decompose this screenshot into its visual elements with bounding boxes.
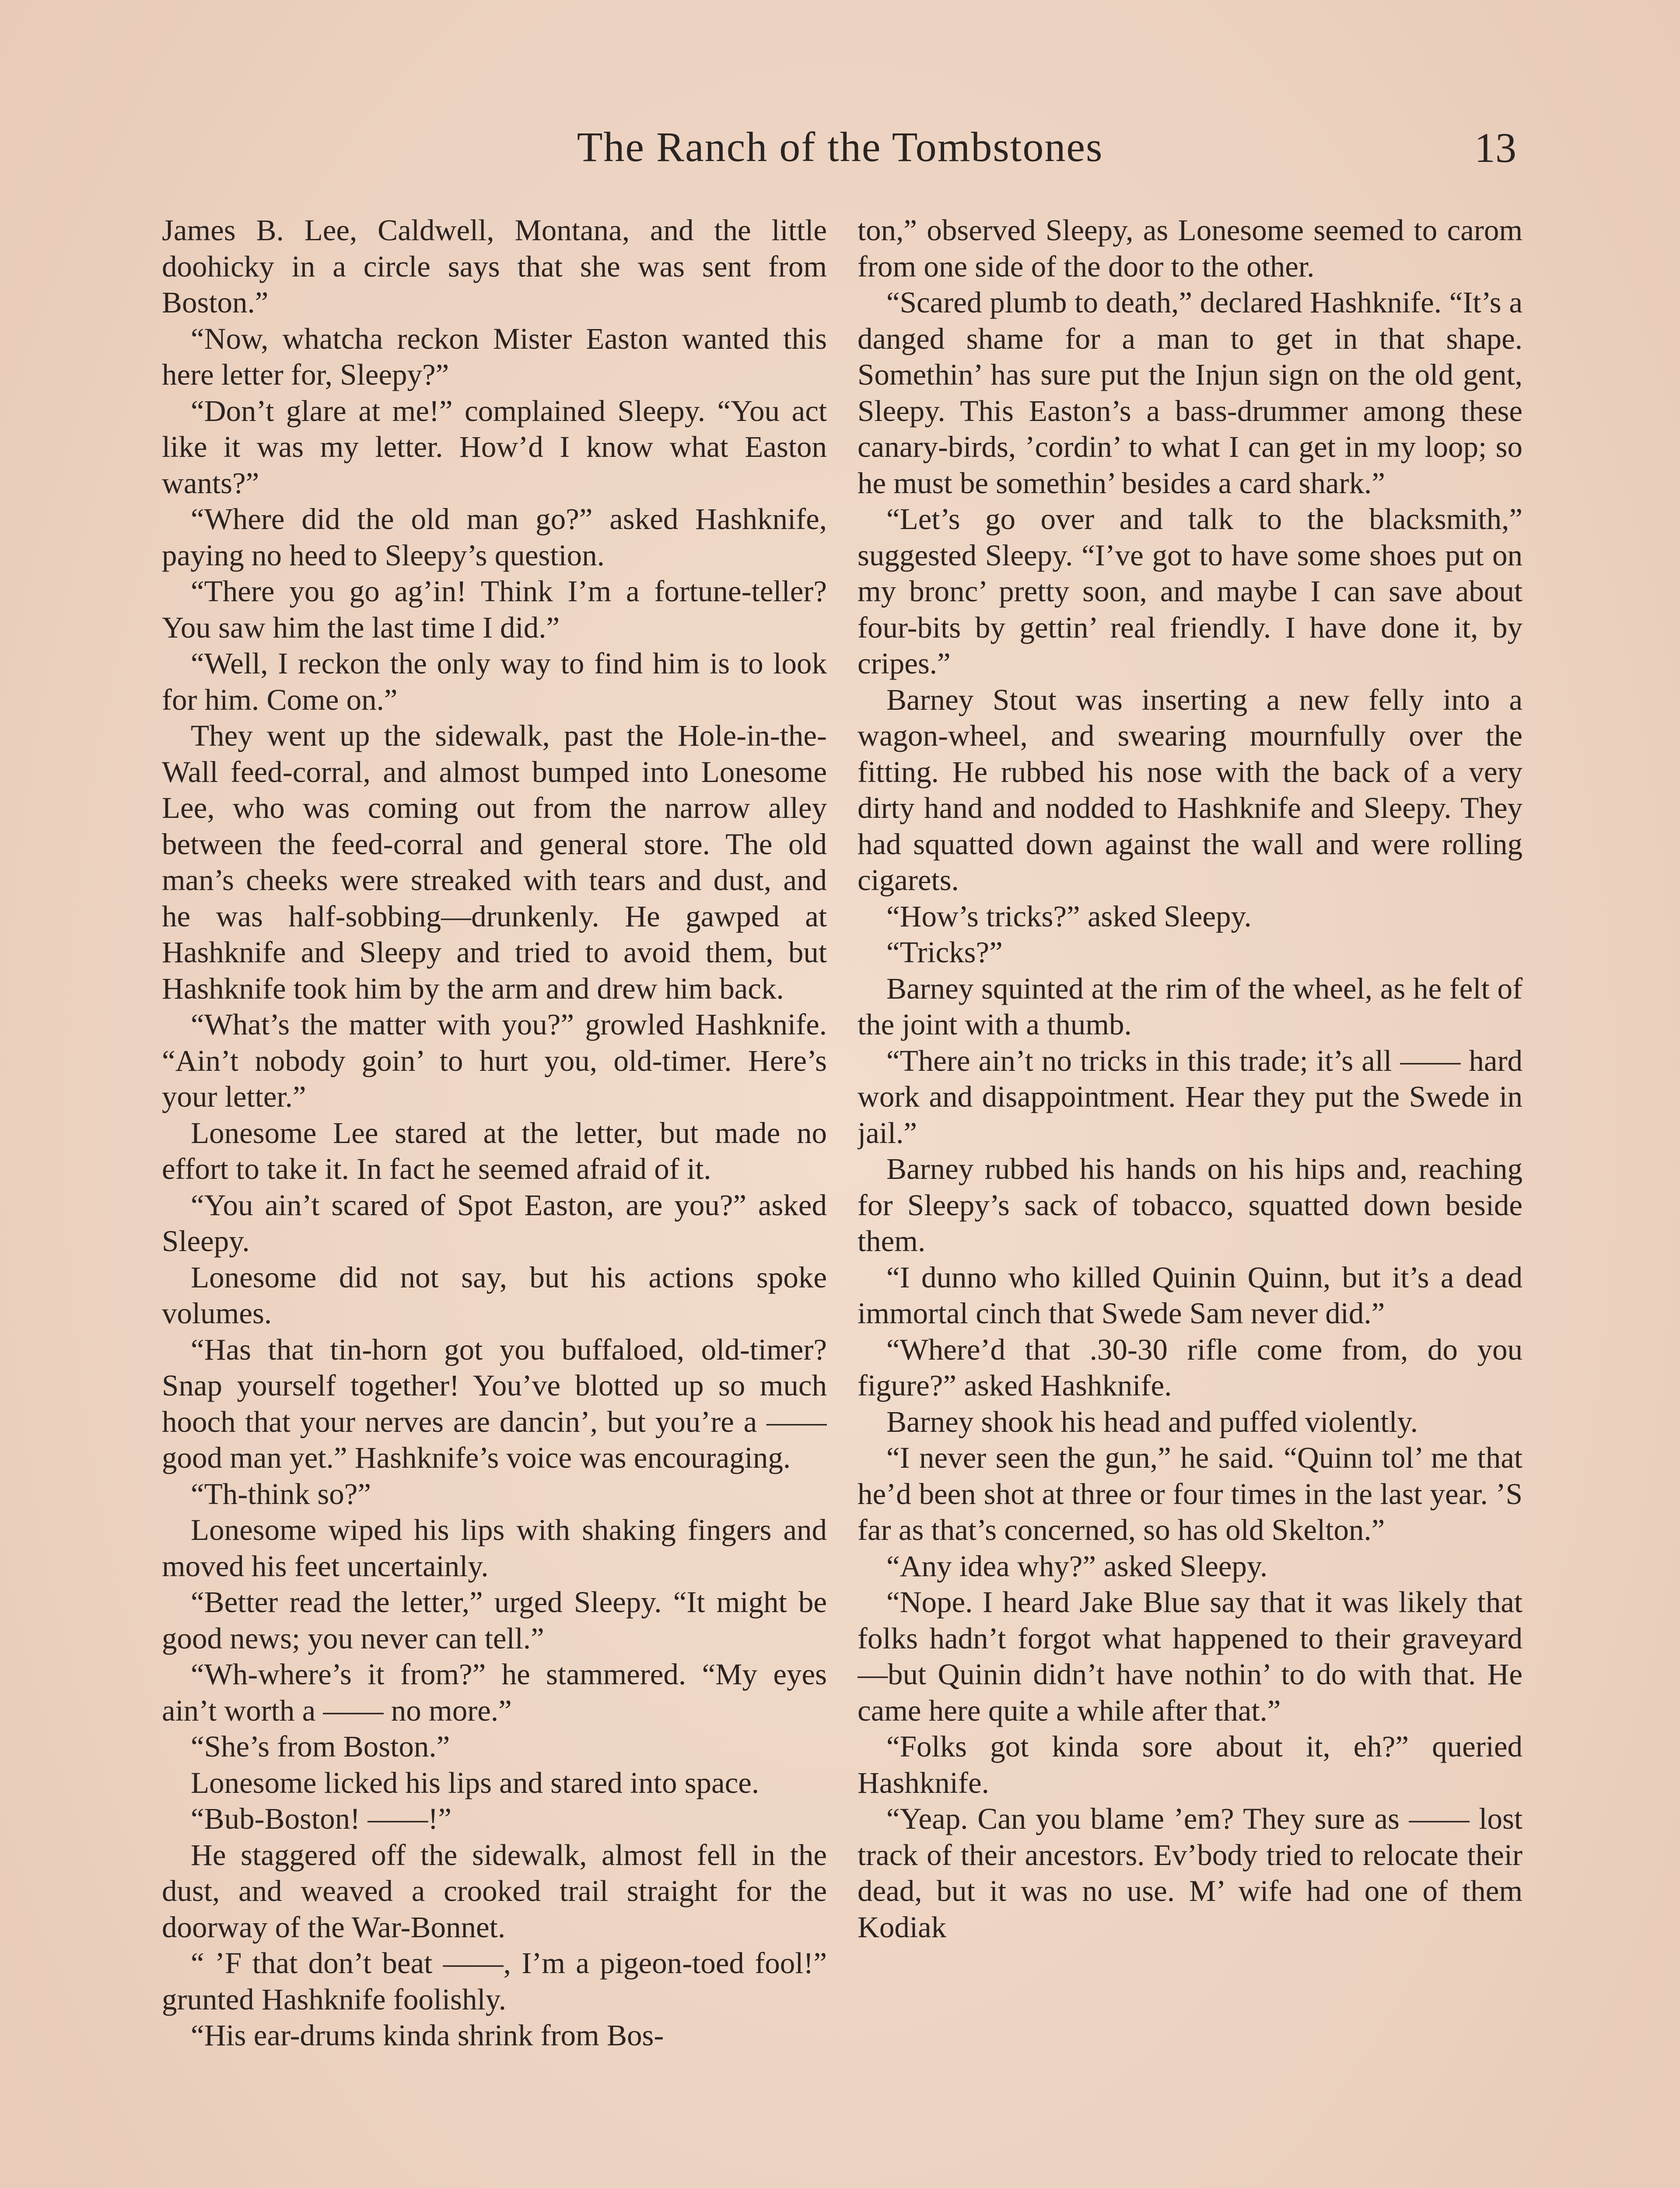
paragraph: Barney squinted at the rim of the wheel, as he felt of the joint with a thumb. (858, 971, 1522, 1041)
paragraph: “Nope. I heard Jake Blue say that it was likely that folks hadn’t forgot what happened to their graveyard—but Quinin didn’t have nothin’ to do with that. He came here quite a while after that.” (858, 1585, 1522, 1727)
page-number: 13 (1474, 124, 1516, 171)
paragraph: He staggered off the sidewalk, almost fell in the dust, and weaved a crooked trail straight for the doorway of the War-Bonnet. (162, 1838, 827, 1944)
paragraph: “There you go ag’in! Think I’m a fortune-teller? You saw him the last time I did.” (162, 575, 827, 644)
paragraph: “There ain’t no tricks in this trade; it’s all —— hard work and disappointment. Hear they put the Swede in jail.” (858, 1044, 1522, 1150)
paragraph: “I dunno who killed Quinin Quinn, but it’s a dead immortal cinch that Swede Sam never did.” (858, 1260, 1522, 1330)
paragraph: “Now, whatcha reckon Mister Easton wanted this here letter for, Sleepy?” (162, 322, 827, 391)
paragraph: Barney rubbed his hands on his hips and, reaching for Sleepy’s sack of tobacco, squatted down beside them. (858, 1152, 1522, 1258)
paragraph: “Wh-where’s it from?” he stammered. “My eyes ain’t worth a —— no more.” (162, 1658, 827, 1727)
paragraph: They went up the sidewalk, past the Hole-in-the-Wall feed-corral, and almost bumped into Lonesome Lee, who was coming out from the narrow alley between the feed-corral and general store. The old man’s cheeks were streaked with tears and dust, and he was half-sobbing—drunkenly. He gawped at Hashknife and Sleepy and tried to avoid them, but Hashknife took him by the arm and drew him back. (162, 719, 827, 1005)
paragraph: “Tricks?” (886, 936, 1003, 969)
paragraph: Lonesome Lee stared at the letter, but made no effort to take it. In fact he seemed afraid of it. (162, 1116, 827, 1185)
paragraph: Lonesome wiped his lips with shaking fingers and moved his feet uncertainly. (162, 1513, 827, 1583)
left-text-column (162, 212, 827, 2188)
paragraph: “Any idea why?” asked Sleepy. (886, 1549, 1268, 1583)
paragraph: “His ear-drums kinda shrink from Bos- (191, 2019, 664, 2052)
paragraph: “Where’d that .30-30 rifle come from, do you figure?” asked Hashknife. (858, 1332, 1522, 1402)
paragraph: “Let’s go over and talk to the blacksmith,” suggested Sleepy. “I’ve got to have some shoes put on my bronc’ pretty soon, and maybe I can save about four-bits by gettin’ real friendly. I have done it, by cripes.” (858, 502, 1522, 680)
paragraph: “I never seen the gun,” he said. “Quinn tol’ me that he’d been shot at three or four times in the last year. ’S far as that’s concerned, so has old Skelton.” (858, 1441, 1522, 1546)
paragraph: ton,” observed Sleepy, as Lonesome seemed to carom from one side of the door to the other. (858, 214, 1522, 283)
paragraph: “Scared plumb to death,” declared Hashknife. “It’s a danged shame for a man to get in that shape. Somethin’ has sure put the Injun sign on the old gent, Sleepy. This Easton’s a bass-drummer among these canary-birds, ’cordin’ to what I can get in my loop; so he must be somethin’ besides a card shark.” (858, 286, 1522, 500)
paragraph: “Yeap. Can you blame ’em? They sure as —— lost track of their ancestors. Ev’body tried to relocate their dead, but it was no use. M’ wife had one of them Kodiak (858, 1802, 1522, 1944)
paragraph: “Don’t glare at me!” complained Sleepy. “You act like it was my letter. How’d I know what Easton wants?” (162, 394, 827, 500)
paragraph: “Where did the old man go?” asked Hashknife, paying no heed to Sleepy’s question. (162, 502, 827, 572)
paragraph: Lonesome licked his lips and stared into space. (191, 1766, 760, 1799)
paragraph: Lonesome did not say, but his actions spoke volumes. (162, 1260, 827, 1330)
running-head-title: The Ranch of the Tombstones (577, 123, 1103, 170)
paragraph: “Better read the letter,” urged Sleepy. “It might be good news; you never can tell.” (162, 1585, 827, 1655)
paragraph: “What’s the matter with you?” growled Hashknife. “Ain’t nobody goin’ to hurt you, old-timer. Here’s your letter.” (162, 1008, 827, 1113)
paragraph: “Has that tin-horn got you buffaloed, old-timer? Snap yourself together! You’ve blotted up so much hooch that your nerves are dancin’, but you’re a —— good man yet.” Hashknife’s voice was encouraging. (162, 1332, 827, 1474)
paragraph: “You ain’t scared of Spot Easton, are you?” asked Sleepy. (162, 1188, 827, 1258)
paragraph: “She’s from Boston.” (191, 1730, 450, 1763)
right-text-column (858, 212, 1522, 2188)
paragraph: Barney Stout was inserting a new felly into a wagon-wheel, and swearing mournfully over the fitting. He rubbed his nose with the back of a very dirty hand and nodded to Hashknife and Sleepy. They had squatted down against the wall and were rolling cigarets. (858, 683, 1522, 897)
paragraph: Barney shook his head and puffed violently. (886, 1405, 1418, 1438)
paragraph: “Th-think so?” (191, 1477, 371, 1511)
paragraph: “Folks got kinda sore about it, eh?” queried Hashknife. (858, 1730, 1522, 1799)
paragraph: “Bub-Boston! ——!” (191, 1802, 452, 1835)
paragraph: “Well, I reckon the only way to find him is to look for him. Come on.” (162, 647, 827, 716)
paragraph: James B. Lee, Caldwell, Montana, and the little doohicky in a circle says that she was sent from Boston.” (162, 214, 827, 319)
paragraph: “How’s tricks?” asked Sleepy. (886, 899, 1252, 933)
paragraph: “ ’F that don’t beat ——, I’m a pigeon-toed fool!” grunted Hashknife foolishly. (162, 1946, 827, 2016)
